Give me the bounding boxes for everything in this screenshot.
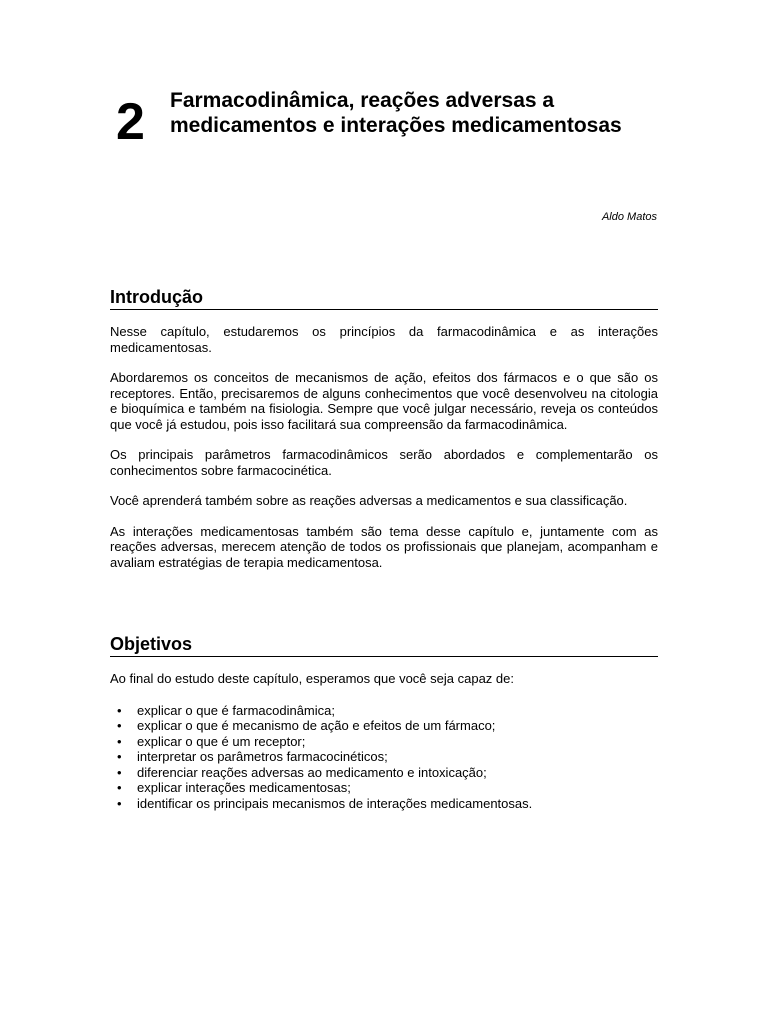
- list-item-text: explicar o que é mecanismo de ação e efeitos de um fármaco;: [137, 718, 496, 733]
- list-item: [110, 703, 658, 719]
- bullet-icon: •: [117, 718, 122, 733]
- intro-paragraph: As interações medicamentosas também são tema desse capítulo e, juntamente com as reações adversas, merecem atenção de todos os profissionais que planejam, acompanham e avaliam estratégias de terapia medicamentosa.: [110, 523, 658, 570]
- list-item: [110, 749, 658, 765]
- objectives-list: [110, 703, 658, 812]
- list-item: [110, 734, 658, 750]
- intro-paragraph: Você aprenderá também sobre as reações adversas a medicamentos e sua classificação.: [110, 493, 628, 508]
- list-item-text: interpretar os parâmetros farmacocinéticos;: [137, 749, 388, 764]
- list-item-text: identificar os principais mecanismos de interações medicamentosas.: [137, 795, 533, 811]
- list-item-text: diferenciar reações adversas ao medicamento e intoxicação;: [137, 764, 487, 780]
- bullet-icon: •: [117, 795, 122, 811]
- intro-paragraph: Abordaremos os conceitos de mecanismos de ação, efeitos dos fármacos e o que são os receptores. Então, precisaremos de alguns conhecimentos que você desenvolveu na citologia e bioquímica e também na fisiologia. Sempre que você julgar necessário, reveja os conteúdos que você já estudou, pois isso facilitará sua compreensão da farmacodinâmica.: [110, 370, 658, 432]
- list-item-text: explicar o que é farmacodinâmica;: [137, 702, 335, 718]
- bullet-icon: •: [117, 702, 122, 718]
- list-item-text: explicar interações medicamentosas;: [137, 780, 351, 795]
- author-name: Aldo Matos: [601, 211, 657, 223]
- list-item: [110, 765, 658, 781]
- objectives-lead: Ao final do estudo deste capítulo, esperamos que você seja capaz de:: [110, 671, 514, 686]
- intro-paragraph: Os principais parâmetros farmacodinâmicos serão abordados e complementarão os conhecimentos sobre farmacocinética.: [110, 447, 658, 478]
- bullet-icon: •: [117, 749, 122, 764]
- bullet-icon: •: [117, 764, 122, 780]
- intro-paragraph: Nesse capítulo, estudaremos os princípios da farmacodinâmica e as interações medicamentosas.: [110, 324, 658, 355]
- objectives-heading: Objetivos: [110, 633, 658, 657]
- list-item-text: explicar o que é um receptor;: [137, 733, 306, 749]
- objectives-section: [110, 633, 658, 811]
- chapter-title: Farmacodinâmica, reações adversas a medicamentos e interações medicamentosas: [170, 89, 622, 137]
- introduction-heading: Introdução: [110, 286, 658, 310]
- list-item: [110, 718, 658, 734]
- list-item: [110, 780, 658, 796]
- introduction-section: [110, 286, 658, 570]
- list-item: [110, 796, 658, 812]
- chapter-number: 2: [116, 93, 145, 151]
- bullet-icon: •: [117, 733, 122, 749]
- bullet-icon: •: [117, 780, 122, 795]
